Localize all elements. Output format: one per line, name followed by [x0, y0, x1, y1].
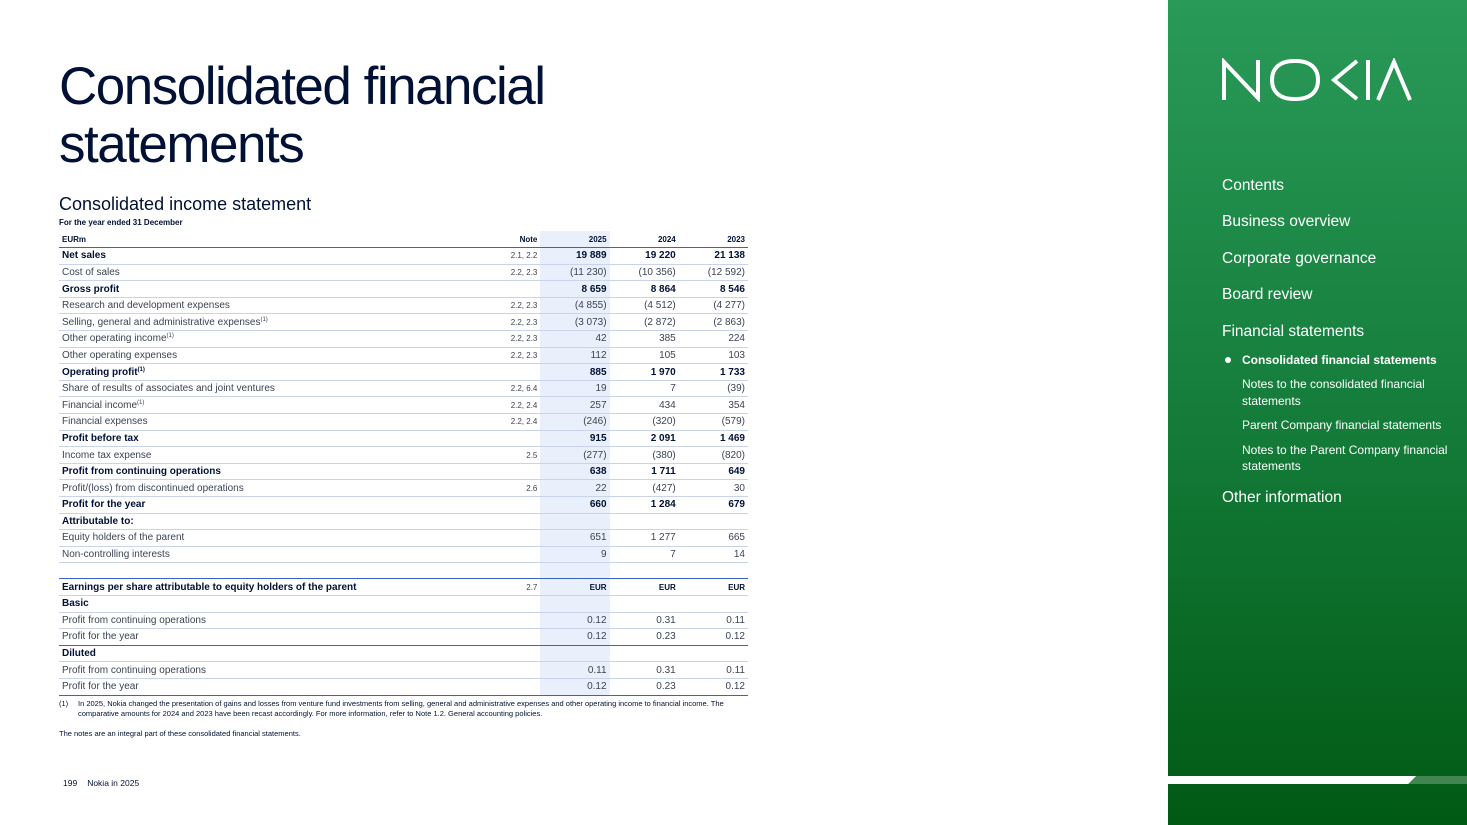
header-year-2024: 2024 — [610, 231, 679, 248]
eps-value-2025 — [540, 595, 609, 612]
value-2023: 665 — [679, 530, 748, 547]
footnote-marker: (1) — [59, 699, 69, 708]
reading-progress-fill — [1168, 776, 1416, 784]
table-row — [59, 297, 748, 314]
value-2025: 660 — [540, 497, 609, 514]
table-row — [59, 430, 748, 447]
page-title: Consolidated financial statements — [59, 57, 545, 174]
sidebar-nav — [1222, 176, 1452, 524]
row-label-text: Profit for the year — [62, 499, 146, 511]
page-number: 199 — [63, 778, 78, 788]
value-2025: 651 — [540, 530, 609, 547]
header-note: Note — [472, 231, 540, 248]
row-label-text: Cost of sales — [62, 266, 120, 278]
value-2023: 649 — [679, 463, 748, 480]
value-2025: 112 — [540, 347, 609, 364]
sidebar — [1168, 0, 1467, 825]
row-note — [472, 364, 540, 381]
value-2023: (12 592) — [679, 264, 748, 281]
empty-cell — [472, 563, 540, 579]
eps-row-note — [472, 629, 540, 646]
row-label — [59, 297, 472, 314]
table-row — [59, 248, 748, 265]
section-title: Consolidated income statement — [59, 194, 312, 214]
value-2024: 1 277 — [610, 530, 679, 547]
value-2025: 257 — [540, 397, 609, 414]
income-statement-table — [59, 231, 748, 696]
eps-title: Earnings per share attributable to equity holders of the parent — [59, 579, 472, 596]
row-label-text: Profit/(loss) from discontinued operations — [62, 482, 244, 494]
row-note — [472, 530, 540, 547]
table-row — [59, 364, 748, 381]
header-currency: EURm — [59, 231, 472, 248]
eps-value-2023: 0.12 — [679, 629, 748, 646]
row-label — [59, 264, 472, 281]
table-row — [59, 380, 748, 397]
row-label-text: Financial expenses — [62, 416, 148, 428]
row-note — [472, 281, 540, 298]
row-label — [59, 497, 472, 514]
eps-row-label: Profit for the year — [59, 629, 472, 646]
row-label — [59, 248, 472, 265]
row-label — [59, 414, 472, 431]
row-note — [472, 497, 540, 514]
table-row — [59, 414, 748, 431]
separator-row — [59, 563, 748, 579]
value-2024: 1 284 — [610, 497, 679, 514]
value-2024: 2 091 — [610, 430, 679, 447]
eps-value-2023: 0.12 — [679, 678, 748, 695]
row-label — [59, 480, 472, 497]
row-label — [59, 447, 472, 464]
eps-value-2024: 0.31 — [610, 662, 679, 679]
row-note: 2.2, 2.3 — [472, 264, 540, 281]
row-label — [59, 347, 472, 364]
eps-row-label: Profit from continuing operations — [59, 612, 472, 629]
eps-row-note — [472, 645, 540, 662]
value-2023: 354 — [679, 397, 748, 414]
value-2023: (579) — [679, 414, 748, 431]
row-label — [59, 463, 472, 480]
value-2025: 22 — [540, 480, 609, 497]
eps-value-2025: 0.12 — [540, 629, 609, 646]
table-row — [59, 281, 748, 298]
row-label — [59, 430, 472, 447]
empty-cell — [610, 563, 679, 579]
value-2024: 1 711 — [610, 463, 679, 480]
value-2024: (4 512) — [610, 297, 679, 314]
table-row — [59, 530, 748, 547]
table-row — [59, 447, 748, 464]
table-row — [59, 397, 748, 414]
value-2023: 1 469 — [679, 430, 748, 447]
value-2024: (2 872) — [610, 314, 679, 331]
row-note: 2.2, 2.3 — [472, 314, 540, 331]
row-note: 2.1, 2.2 — [472, 248, 540, 265]
row-note: 2.5 — [472, 447, 540, 464]
eps-value-2024: 0.31 — [610, 612, 679, 629]
row-label-text: Income tax expense — [62, 449, 152, 461]
row-label — [59, 513, 472, 530]
header-year-2023: 2023 — [679, 231, 748, 248]
row-note — [472, 513, 540, 530]
value-2025: (4 855) — [540, 297, 609, 314]
footnote-ref: (1) — [137, 366, 145, 373]
table-row — [59, 463, 748, 480]
eps-row-label: Diluted — [59, 645, 472, 662]
row-label-text: Operating profit — [62, 366, 138, 378]
row-label — [59, 331, 472, 348]
value-2025: 885 — [540, 364, 609, 381]
value-2024: (427) — [610, 480, 679, 497]
eps-row-note — [472, 612, 540, 629]
row-label-text: Selling, general and administrative expenses — [62, 316, 261, 328]
value-2024: 7 — [610, 380, 679, 397]
row-note: 2.6 — [472, 480, 540, 497]
row-label-text: Financial income — [62, 399, 138, 411]
integral-note: The notes are an integral part of these consolidated financial statements. — [59, 729, 301, 738]
table-row — [59, 314, 748, 331]
value-2025: 915 — [540, 430, 609, 447]
nav-financial-statements[interactable]: Financial statements — [1222, 322, 1365, 340]
row-note: 2.2, 2.4 — [472, 414, 540, 431]
value-2025: (277) — [540, 447, 609, 464]
value-2023: 21 138 — [679, 248, 748, 265]
value-2023: 224 — [679, 331, 748, 348]
row-note: 2.2, 2.3 — [472, 331, 540, 348]
row-label — [59, 314, 472, 331]
row-label-text: Other operating income — [62, 333, 167, 345]
nav-notes-parent-company[interactable]: Notes to the Parent Company financial statements — [1242, 442, 1448, 474]
row-label — [59, 364, 472, 381]
empty-cell — [59, 563, 472, 579]
eps-value-2024 — [610, 595, 679, 612]
eps-value-2025 — [540, 645, 609, 662]
eps-value-2025: 0.12 — [540, 678, 609, 695]
row-label-text: Attributable to: — [62, 515, 134, 527]
table-header-row — [59, 231, 748, 248]
eps-row-note — [472, 678, 540, 695]
nav-consolidated-financial-statements[interactable]: Consolidated financial statements — [1222, 352, 1452, 369]
eps-value-2023: 0.11 — [679, 612, 748, 629]
value-2023 — [679, 513, 748, 530]
row-label — [59, 281, 472, 298]
value-2023: (820) — [679, 447, 748, 464]
footnote-ref: (1) — [137, 399, 145, 406]
nokia-logo[interactable] — [1222, 58, 1412, 102]
value-2023: 14 — [679, 546, 748, 563]
eps-value-2024: 0.23 — [610, 629, 679, 646]
document-name: Nokia in 2025 — [87, 778, 140, 788]
nav-notes-consolidated[interactable]: Notes to the consolidated financial statements — [1242, 377, 1425, 408]
footnote-ref: (1) — [260, 316, 268, 323]
value-2023: 679 — [679, 497, 748, 514]
value-2023: 103 — [679, 347, 748, 364]
row-label-text: Research and development expenses — [62, 300, 230, 312]
nav-corporate-governance[interactable]: Corporate governance — [1222, 249, 1377, 267]
row-label-text: Non-controlling interests — [62, 549, 170, 561]
value-2025: (3 073) — [540, 314, 609, 331]
table-row — [59, 645, 748, 662]
empty-cell — [540, 563, 609, 579]
nav-board-review[interactable]: Board review — [1222, 286, 1313, 304]
eps-header-row — [59, 579, 748, 596]
table-row — [59, 678, 748, 695]
empty-cell — [679, 563, 748, 579]
table-row — [59, 662, 748, 679]
row-label-text: Profit from continuing operations — [62, 466, 221, 478]
value-2024: 434 — [610, 397, 679, 414]
table-row — [59, 347, 748, 364]
value-2023: 30 — [679, 480, 748, 497]
table-row — [59, 546, 748, 563]
nav-parent-company-statements[interactable]: Parent Company financial statements — [1242, 418, 1442, 433]
value-2023: 1 733 — [679, 364, 748, 381]
nav-business-overview[interactable]: Business overview — [1222, 213, 1351, 231]
value-2025: 638 — [540, 463, 609, 480]
value-2024 — [610, 513, 679, 530]
row-label — [59, 546, 472, 563]
table-row — [59, 331, 748, 348]
eps-unit-2023: EUR — [679, 579, 748, 596]
footnote-text: In 2025, Nokia changed the presentation of gains and losses from venture fund investments from selling, general and administrative expenses and other operating income to financial income. The comparative amounts for 2024 and 2023 have been recast accordingly. For more information, refer to Note 1.2. General accounting policies. — [78, 699, 724, 718]
row-label-text: Equity holders of the parent — [62, 532, 185, 544]
value-2025: (11 230) — [540, 264, 609, 281]
eps-note: 2.7 — [472, 579, 540, 596]
footnote — [59, 699, 749, 719]
nav-other-information[interactable]: Other information — [1222, 488, 1342, 506]
period-label: For the year ended 31 December — [59, 218, 183, 227]
value-2025: 19 889 — [540, 248, 609, 265]
value-2025: 8 659 — [540, 281, 609, 298]
table-row — [59, 612, 748, 629]
eps-value-2023: 0.11 — [679, 662, 748, 679]
value-2025: (246) — [540, 414, 609, 431]
value-2025 — [540, 513, 609, 530]
eps-value-2024: 0.23 — [610, 678, 679, 695]
eps-row-label: Profit from continuing operations — [59, 662, 472, 679]
value-2023: (4 277) — [679, 297, 748, 314]
row-note: 2.2, 2.4 — [472, 397, 540, 414]
value-2024: 7 — [610, 546, 679, 563]
eps-row-label: Profit for the year — [59, 678, 472, 695]
eps-row-note — [472, 662, 540, 679]
table-row — [59, 513, 748, 530]
row-label-text: Profit before tax — [62, 432, 139, 444]
value-2024: (320) — [610, 414, 679, 431]
row-label-text: Gross profit — [62, 283, 120, 295]
financial-statements-submenu — [1222, 352, 1452, 475]
row-note: 2.2, 2.3 — [472, 347, 540, 364]
row-label — [59, 380, 472, 397]
table-row — [59, 629, 748, 646]
value-2024: 105 — [610, 347, 679, 364]
eps-value-2023 — [679, 595, 748, 612]
row-note: 2.2, 2.3 — [472, 297, 540, 314]
nav-contents[interactable]: Contents — [1222, 177, 1285, 194]
reading-progress-bar — [1168, 776, 1467, 784]
eps-row-label: Basic — [59, 595, 472, 612]
value-2024: (380) — [610, 447, 679, 464]
row-label — [59, 397, 472, 414]
row-label — [59, 530, 472, 547]
value-2025: 9 — [540, 546, 609, 563]
value-2024: 8 864 — [610, 281, 679, 298]
value-2025: 42 — [540, 331, 609, 348]
eps-unit-2024: EUR — [610, 579, 679, 596]
eps-value-2025: 0.12 — [540, 612, 609, 629]
value-2024: 1 970 — [610, 364, 679, 381]
row-note — [472, 430, 540, 447]
footnote-ref: (1) — [166, 333, 174, 340]
value-2025: 19 — [540, 380, 609, 397]
row-note: 2.2, 6.4 — [472, 380, 540, 397]
table-row — [59, 480, 748, 497]
eps-unit-2025: EUR — [540, 579, 609, 596]
value-2023: (39) — [679, 380, 748, 397]
page-footer — [63, 778, 139, 788]
eps-value-2025: 0.11 — [540, 662, 609, 679]
row-label-text: Share of results of associates and joint ventures — [62, 383, 275, 395]
value-2024: 385 — [610, 331, 679, 348]
row-label-text: Other operating expenses — [62, 349, 178, 361]
row-note — [472, 463, 540, 480]
value-2024: (10 356) — [610, 264, 679, 281]
table-row — [59, 264, 748, 281]
table-row — [59, 497, 748, 514]
header-year-2025: 2025 — [540, 231, 609, 248]
value-2023: (2 863) — [679, 314, 748, 331]
row-note — [472, 546, 540, 563]
row-label-text: Net sales — [62, 250, 106, 262]
table-row — [59, 595, 748, 612]
eps-row-note — [472, 595, 540, 612]
value-2023: 8 546 — [679, 281, 748, 298]
eps-value-2023 — [679, 645, 748, 662]
eps-value-2024 — [610, 645, 679, 662]
value-2024: 19 220 — [610, 248, 679, 265]
